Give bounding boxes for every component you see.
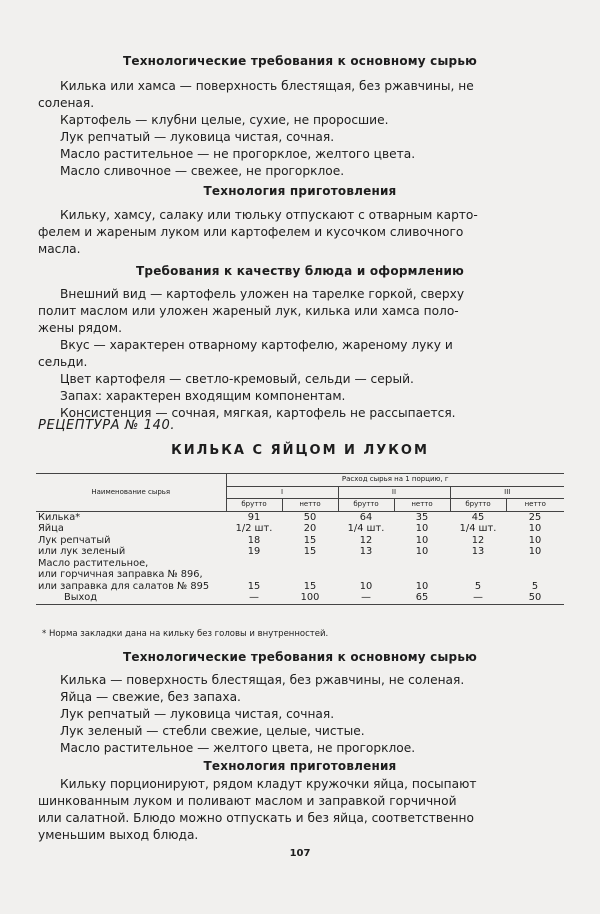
cell-value — [506, 569, 564, 581]
column-header-ingredient: Наименование сырья — [36, 474, 226, 512]
section-heading-raw-materials-2: Технологические требования к основному сырью — [122, 650, 477, 664]
section-heading-preparation-2: Технология приготовления — [203, 759, 397, 773]
cell-value — [226, 558, 282, 570]
text-line: Запах: характерен входящим компонентам. — [60, 389, 346, 403]
cell-value: 91 — [247, 511, 261, 523]
text-line: Цвет картофеля — светло-кремовый, сельди — серый. — [60, 372, 414, 386]
text-line: или салатной. Блюдо можно отпускать и без яйца, соответственно — [38, 811, 474, 825]
cell-value — [226, 569, 282, 581]
sub-header-gross: брутто — [450, 499, 506, 512]
cell-value: 5 — [531, 580, 539, 592]
table-row — [36, 581, 564, 593]
output-label: Выход — [64, 592, 98, 603]
text-line: Лук зеленый — стебли свежие, целые, чистые. — [60, 724, 365, 738]
cell-value: 25 — [528, 511, 542, 523]
cell-value — [450, 569, 506, 581]
sub-header-gross: брутто — [338, 499, 394, 512]
cell-value: 15 — [303, 534, 317, 546]
cell-value: 13 — [359, 546, 373, 557]
cell-value: 50 — [528, 592, 542, 603]
cell-value: 13 — [471, 546, 485, 557]
column-header-portion-3: III — [450, 486, 564, 499]
sub-header-net: нетто — [506, 499, 564, 512]
table-row — [36, 558, 564, 570]
dish-title: КИЛЬКА С ЯЙЦОМ И ЛУКОМ — [171, 443, 429, 458]
preparation-paragraph-2 — [38, 776, 558, 844]
cell-value — [394, 569, 450, 581]
cell-value — [282, 569, 338, 581]
text-line: Кильку порционируют, рядом кладут кружочки яйца, посыпают — [60, 777, 477, 791]
cell-value: 10 — [359, 580, 373, 592]
cell-value: 15 — [303, 546, 317, 557]
table-row-output — [36, 592, 564, 604]
text-line: масла. — [38, 242, 81, 256]
cell-value — [506, 558, 564, 570]
cell-value — [282, 558, 338, 570]
cell-value: 10 — [415, 580, 429, 592]
cell-value — [338, 569, 394, 581]
text-line: Кильку, хамсу, салаку или тюльку отпускают с отварным карто- — [60, 208, 478, 222]
cell-value: 15 — [247, 580, 261, 592]
text-line: Масло растительное — не прогорклое, желтого цвета. — [60, 147, 416, 161]
ingredient-name: Яйца — [38, 523, 64, 534]
section-heading-quality: Требования к качеству блюда и оформлению — [136, 264, 464, 278]
table-row — [36, 546, 564, 558]
recipe-table — [36, 473, 564, 605]
cell-value: 10 — [528, 546, 542, 557]
cell-value: 35 — [415, 511, 429, 523]
ingredient-name: Масло растительное, — [38, 557, 149, 569]
text-line: уменьшим выход блюда. — [38, 828, 199, 842]
cell-value: 10 — [528, 523, 542, 534]
ingredient-name: или горчичная заправка № 896, — [38, 569, 203, 580]
cell-value: 10 — [528, 534, 542, 546]
cell-value: 50 — [303, 511, 317, 523]
sub-header-gross: брутто — [226, 499, 282, 512]
text-line: жены рядом. — [38, 321, 122, 335]
cell-value: 45 — [471, 511, 485, 523]
text-line: полит маслом или уложен жареный лук, килька или хамса поло- — [38, 304, 459, 318]
cell-value: 12 — [359, 534, 373, 546]
text-line: Килька — поверхность блестящая, без ржавчины, не соленая. — [60, 673, 465, 687]
sub-header-net: нетто — [282, 499, 338, 512]
preparation-paragraph — [38, 207, 558, 258]
text-line: Масло растительное — желтого цвета, не прогорклое. — [60, 741, 416, 755]
ingredient-name: Лук репчатый — [38, 534, 111, 546]
cell-value: 1/4 шт. — [347, 523, 385, 534]
text-line: шинкованным луком и поливают маслом и заправкой горчичной — [38, 794, 457, 808]
quality-paragraph — [38, 286, 558, 422]
text-line: Внешний вид — картофель уложен на тарелке горкой, сверху — [60, 287, 465, 301]
cell-value — [450, 558, 506, 570]
text-line: фелем и жареным луком или картофелем и кусочком сливочного — [38, 225, 464, 239]
cell-value: 12 — [471, 534, 485, 546]
cell-value: 64 — [359, 511, 373, 523]
cell-value — [394, 558, 450, 570]
text-line: Картофель — клубни целые, сухие, не проросшие. — [60, 113, 389, 127]
text-line: Лук репчатый — луковица чистая, сочная. — [60, 707, 335, 721]
cell-value: 10 — [415, 534, 429, 546]
table-footnote: * Норма закладки дана на кильку без головы и внутренностей. — [42, 629, 329, 639]
cell-value: 10 — [415, 546, 429, 557]
text-line: Килька или хамса — поверхность блестящая, без ржавчины, не — [60, 79, 474, 93]
ingredient-name: Килька* — [38, 511, 81, 523]
cell-value: 19 — [247, 546, 261, 557]
table-row — [36, 535, 564, 547]
text-line: Масло сливочное — свежее, не прогорклое. — [60, 164, 345, 178]
cell-value: 5 — [474, 580, 482, 592]
cell-value: — — [249, 592, 259, 603]
ingredient-name: или лук зеленый — [38, 546, 126, 557]
page-number: 107 — [289, 848, 311, 859]
raw-materials-paragraph — [38, 78, 558, 180]
cell-value: — — [473, 592, 483, 603]
text-line: Вкус — характерен отварному картофелю, жареному луку и — [60, 338, 453, 352]
cell-value: — — [361, 592, 371, 603]
cell-value — [338, 558, 394, 570]
column-header-group: Расход сырья на 1 порцию, г — [226, 474, 564, 487]
cell-value: 10 — [415, 523, 429, 534]
cell-value: 20 — [303, 523, 317, 534]
cell-value: 18 — [247, 534, 261, 546]
text-line: Лук репчатый — луковица чистая, сочная. — [60, 130, 335, 144]
section-heading-preparation: Технология приготовления — [203, 184, 397, 198]
table-row — [36, 511, 564, 523]
table-row — [36, 569, 564, 581]
column-header-portion-2: II — [338, 486, 450, 499]
cell-value: 1/2 шт. — [235, 523, 273, 534]
cell-value: 100 — [300, 592, 320, 603]
text-line: Консистенция — сочная, мягкая, картофель не рассыпается. — [60, 406, 456, 420]
sub-header-net: нетто — [394, 499, 450, 512]
raw-materials-paragraph-2 — [38, 672, 558, 757]
text-line: сельди. — [38, 355, 88, 369]
cell-value: 65 — [415, 592, 429, 603]
column-header-portion-1: I — [226, 486, 338, 499]
text-line: соленая. — [38, 96, 95, 110]
cell-value: 1/4 шт. — [459, 523, 497, 534]
section-heading-raw-materials: Технологические требования к основному сырью — [122, 54, 477, 68]
cell-value: 15 — [303, 580, 317, 592]
recipe-label: РЕЦЕПТУРА № 140. — [38, 418, 176, 433]
text-line: Яйца — свежие, без запаха. — [60, 690, 241, 704]
table-row — [36, 523, 564, 535]
ingredient-name: или заправка для салатов № 895 — [38, 580, 210, 592]
